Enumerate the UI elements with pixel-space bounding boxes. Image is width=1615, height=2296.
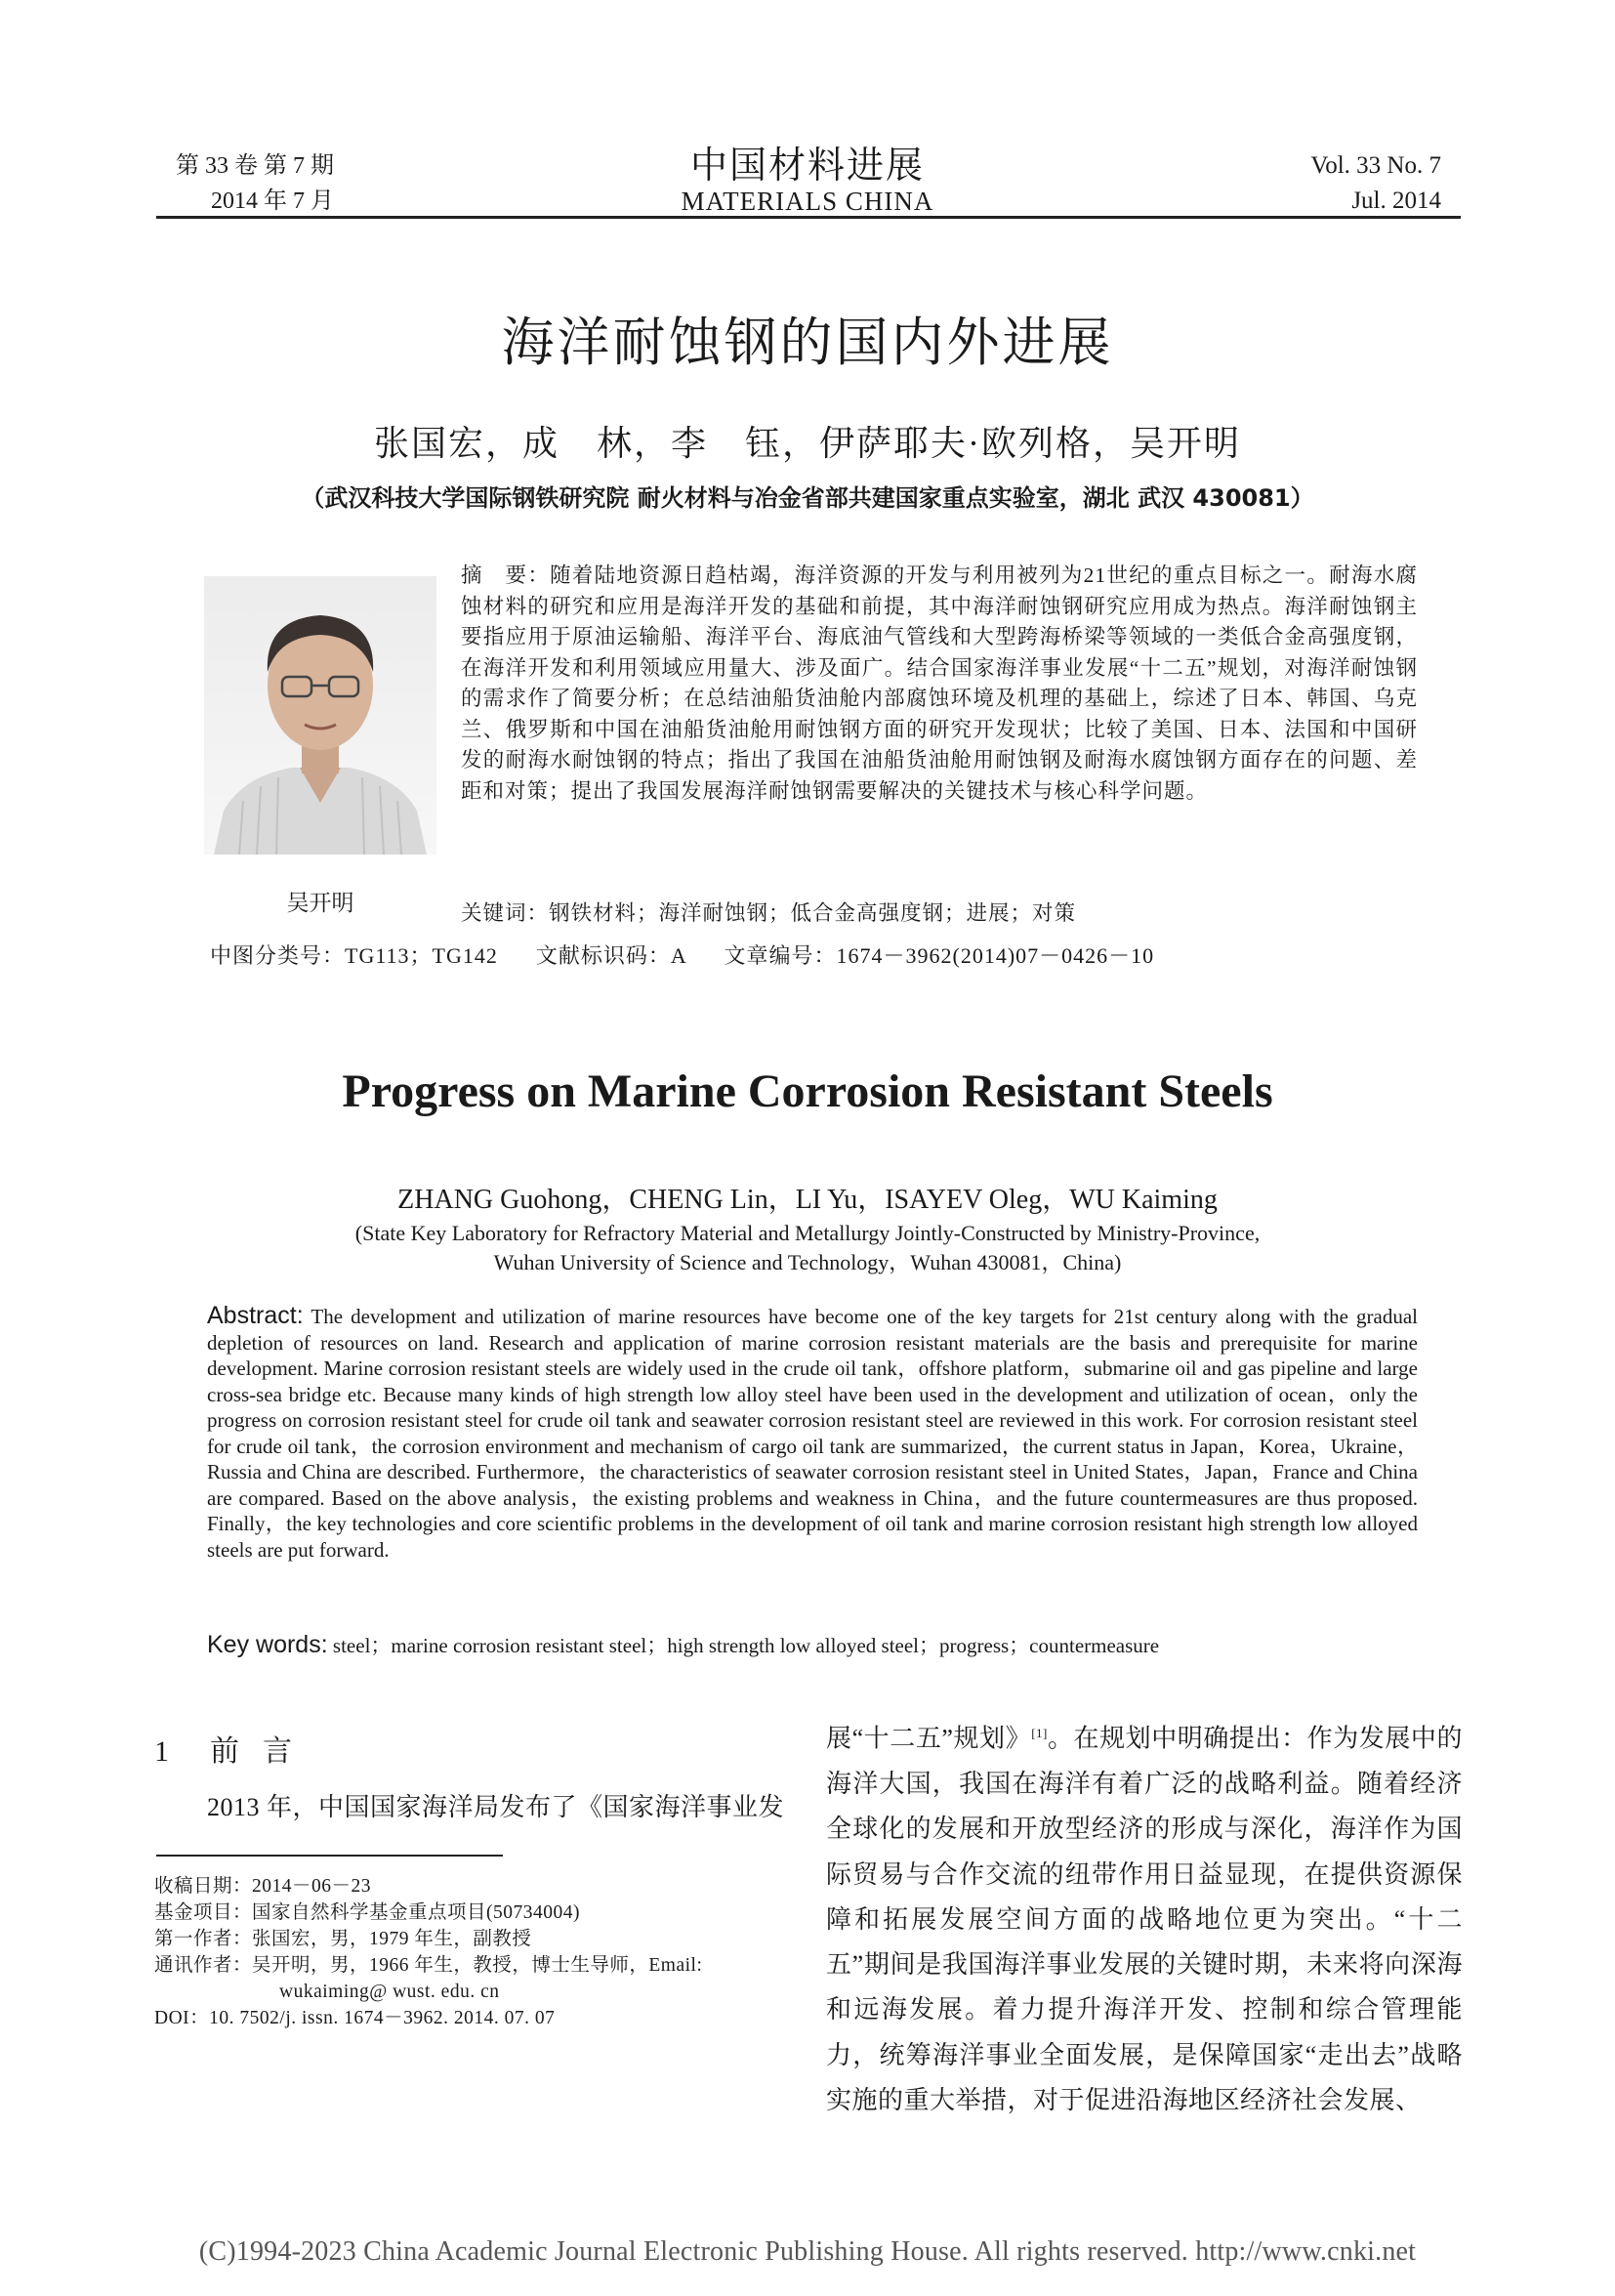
- copyright-notice: (C)1994-2023 China Academic Journal Electronic Publishing House. All rights reserved. http://www.cnki.net: [198, 2236, 1417, 2267]
- authors-cn: 张国宏，成 林，李 钰，伊萨耶夫·欧列格，吴开明: [374, 424, 1241, 463]
- affiliation-en-line: Wuhan University of Science and Technology，Wuhan 430081，China): [493, 1250, 1122, 1274]
- footnotes: [154, 1873, 789, 2031]
- section-heading: [154, 1727, 315, 1770]
- authors-en: ZHANG Guohong，CHENG Lin，LI Yu，ISAYEV Oleg，WU Kaiming: [397, 1185, 1218, 1215]
- title-cn: 海洋耐蚀钢的国内外进展: [501, 313, 1114, 372]
- header-volume-issue-en: [1310, 148, 1441, 219]
- date-en: Jul. 2014: [1351, 188, 1441, 214]
- author-photo: [204, 576, 436, 855]
- affiliation-en: [0, 1219, 1615, 1277]
- journal-name-cn: 中国材料进展: [689, 146, 925, 187]
- footnote-rule: [156, 1855, 503, 1857]
- abstract-en: [207, 1303, 1418, 1563]
- keywords-cn: 关键词：钢铁材料；海洋耐蚀钢；低合金高强度钢；进展；对策: [461, 901, 1077, 925]
- affiliation-cn: （武汉科技大学国际钢铁研究院 耐火材料与冶金省部共建国家重点实验室，湖北 武汉 430081）: [301, 484, 1314, 512]
- classification-line: 中图分类号：TG113；TG142 文献标识码：A 文章编号：1674－3962(2014)07－0426－10: [210, 943, 1155, 968]
- photo-caption: 吴开明: [286, 891, 354, 915]
- volume-issue-en: Vol. 33 No. 7: [1310, 152, 1441, 179]
- journal-name-en: MATERIALS CHINA: [681, 187, 934, 216]
- abstract-cn: 摘 要：随着陆地资源日趋枯竭，海洋资源的开发与利用被列为21世纪的重点目标之一。耐海水腐蚀材料的研究和应用是海洋开发的基础和前提，其中海洋耐蚀钢研究应用成为热点。海洋耐蚀钢主要指应用于原油运输船、海洋平台、海底油气管线和大型跨海桥梁等领域的一类低合金高强度钢，在海洋开发和利用领域应用量大、涉及面广。结合国家海洋事业发展“十二五”规划，对海洋耐蚀钢的需求作了简要分析；在总结油船货油舱内部腐蚀环境及机理的基础上，综述了日本、韩国、乌克兰、俄罗斯和中国在油船货油舱用耐蚀钢方面的研究开发现状；比较了美国、日本、法国和中国研发的耐海水耐蚀钢的特点；指出了我国在油船货油舱用耐蚀钢及耐海水腐蚀钢方面存在的问题、差距和对策；提出了我国发展海洋耐蚀钢需要解决的关键技术与核心科学问题。: [461, 564, 1418, 803]
- affiliation-en-line: (State Key Laboratory for Refractory Material and Metallurgy Jointly-Constructed by Ministry-Province,: [354, 1221, 1261, 1245]
- author-portrait-image: [204, 576, 436, 855]
- abstract-en-text: The development and utilization of marine resources have become one of the key targets for 21st century along with the gradual depletion of resources on land. Research and application of marine corrosion resistant materials are the basis and prerequisite for marine development. Marine corrosion resistant steels are widely used in the crude oil tank，offshore platform，submarine oil and gas pipeline and large cross-sea bridge etc. Because many kinds of high strength low alloy steel have been used in the development and utilization of ocean，only the progress on corrosion resistant steel for crude oil tank and seawater corrosion resistant steel are reviewed in this work. For corrosion resistant steel for crude oil tank，the corrosion environment and mechanism of cargo oil tank are summarized，the current status in Japan，Korea，Ukraine，Russia and China are described. Furthermore，the characteristics of seawater corrosion resistant steel in United States，Japan，France and China are compared. Based on the above analysis，the existing problems and weakness in China，and the future countermeasures are thus proposed. Finally，the key technologies and core scientific problems in the development of oil tank and marine corrosion resistant high strength low alloyed steels are put forward.: [207, 1305, 1418, 1562]
- footnote-doi: DOI：10. 7502/j. issn. 1674－3962. 2014. 07. 07: [154, 2008, 556, 2028]
- keywords-en-text: steel；marine corrosion resistant steel；high strength low alloyed steel；progress；countermeasure: [327, 1634, 1160, 1657]
- body-paragraph-right: [826, 1711, 1463, 2123]
- header-rule: [156, 216, 1461, 219]
- date-cn: 2014 年 7 月: [211, 188, 334, 214]
- volume-issue-cn: 第 33 卷 第 7 期: [176, 153, 334, 179]
- keywords-en: [207, 1630, 1418, 1659]
- abstract-label: Abstract:: [207, 1302, 304, 1329]
- body-text: 展“十二五”规划》: [826, 1724, 1032, 1753]
- title-en: Progress on Marine Corrosion Resistant Steels: [342, 1065, 1273, 1117]
- footnote-fund: 基金项目：国家自然科学基金重点项目(50734004): [154, 1902, 580, 1923]
- section-number: 1: [154, 1735, 173, 1768]
- footnote-corresponding: 通讯作者：吴开明，男，1966 年生，教授，博士生导师，Email:: [154, 1955, 703, 1976]
- keywords-label: Key words:: [207, 1631, 328, 1658]
- footnote-received: 收稿日期：2014－06－23: [154, 1876, 372, 1897]
- footnote-first-author: 第一作者：张国宏，男，1979 年生，副教授: [154, 1929, 532, 1949]
- citation-ref[interactable]: [1]: [1031, 1726, 1048, 1740]
- body-paragraph-left: 2013 年，中国国家海洋局发布了《国家海洋事业发: [207, 1793, 785, 1821]
- footnote-email: wukaiming@ wust. edu. cn: [279, 1982, 500, 2002]
- section-title: 前言: [210, 1735, 315, 1768]
- body-text: 。在规划中明确提出：作为发展中的海洋大国，我国在海洋有着广泛的战略利益。随着经济全球化的发展和开放型经济的形成与深化，海洋作为国际贸易与合作交流的纽带作用日益显现，在提供资源保障和拓展发展空间方面的战略地位更为突出。“十二五”期间是我国海洋事业发展的关键时期，未来将向深海和远海发展。着力提升海洋开发、控制和综合管理能力，统筹海洋事业全面发展，是保障国家“走出去”战略实施的重大举措，对于促进沿海地区经济社会发展、: [826, 1724, 1463, 2115]
